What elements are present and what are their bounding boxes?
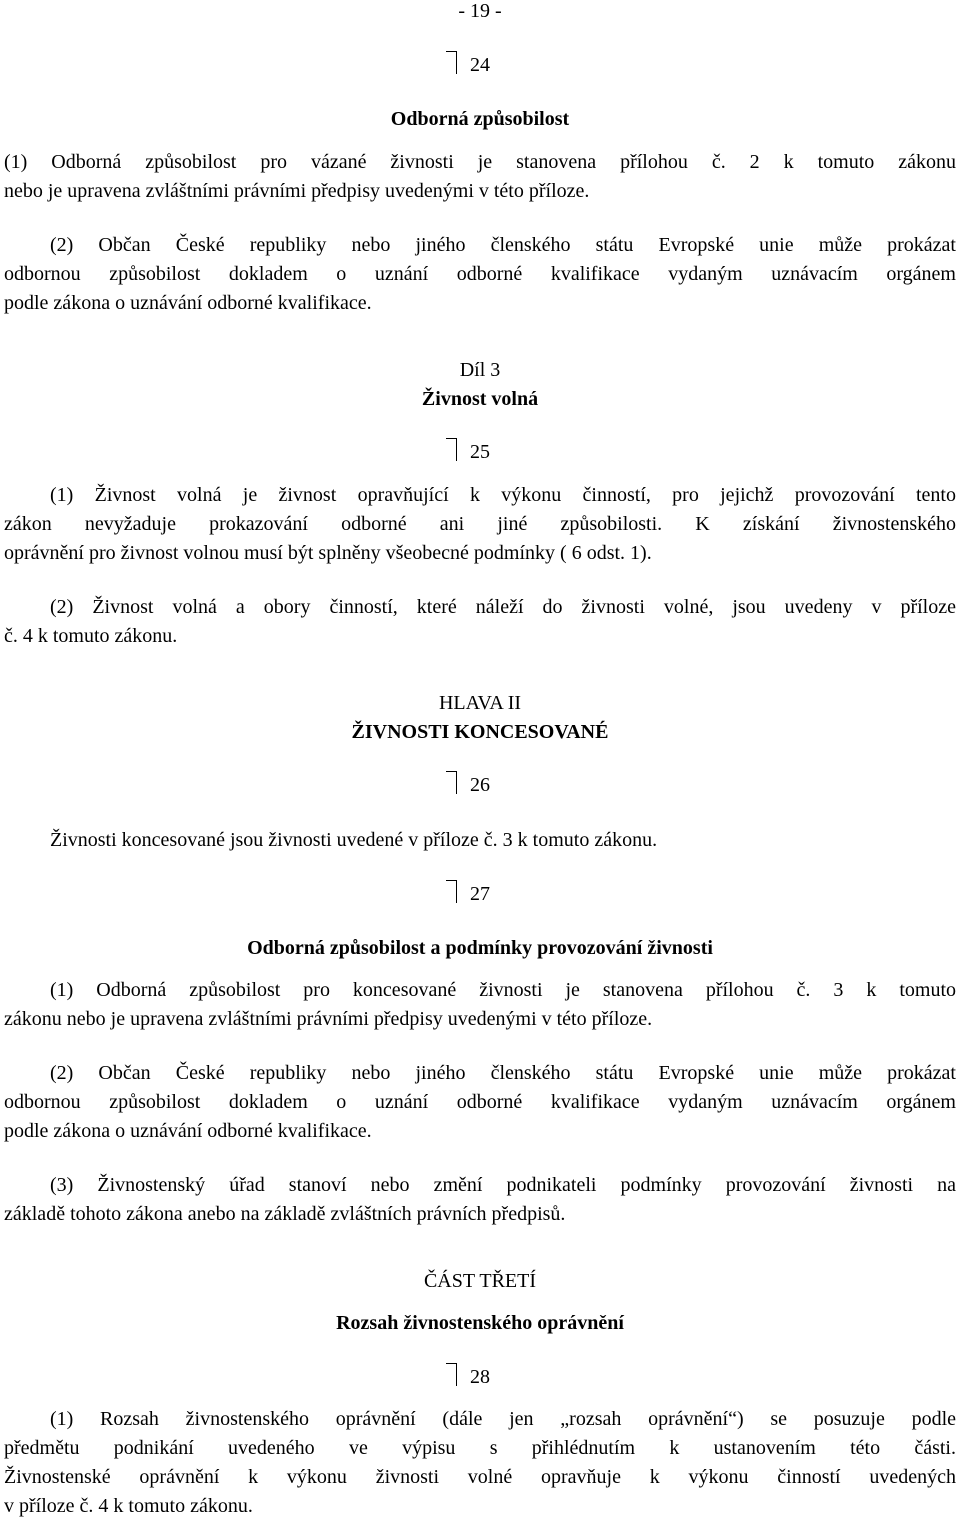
heading: Rozsah živnostenského oprávnění	[336, 1312, 624, 1334]
section-number	[0, 1364, 960, 1390]
heading: Živnost volná	[421, 388, 539, 410]
paragraph-line: (1) Živnost volná je živnost opravňující k výkonu činností, pro jejichž provozování tento	[50, 484, 956, 506]
paragraph-line: (1) Rozsah živnostenského oprávnění (dále jen „rozsah oprávnění“) se posuzuje podle	[50, 1408, 956, 1430]
section-number-text: 26	[470, 774, 490, 796]
section-number	[0, 772, 960, 798]
paragraph-line: v příloze č. 4 k tomuto zákonu.	[4, 1495, 253, 1517]
paragraph-line: č. 4 k tomuto zákonu.	[4, 625, 178, 647]
paragraph-line: odbornou způsobilost dokladem o uznání odborné kvalifikace vydaným uznávacím orgánem	[4, 1091, 956, 1113]
paragraph-line: základě tohoto zákona anebo na základě zvláštních právních předpisů.	[4, 1203, 566, 1225]
paragraph-line: zákonu nebo je upravena zvláštními právními předpisy uvedenými v této příloze.	[4, 1008, 653, 1030]
subheading: Díl 3	[459, 359, 501, 381]
heading: ŽIVNOSTI KONCESOVANÉ	[351, 721, 609, 743]
paragraph-line: podle zákona o uznávání odborné kvalifikace.	[4, 1120, 372, 1142]
paragraph-line: odbornou způsobilost dokladem o uznání odborné kvalifikace vydaným uznávacím orgánem	[4, 263, 956, 285]
paragraph-line: (2) Živnost volná a obory činností, které náleží do živnosti volné, jsou uvedeny v příloze	[50, 596, 956, 618]
paragraph-line: Živnosti koncesované jsou živnosti uvedené v příloze č. 3 k tomuto zákonu.	[50, 829, 658, 851]
section-number	[0, 881, 960, 907]
paragraph-line: (2) Občan České republiky nebo jiného členského státu Evropské unie může prokázat	[50, 1062, 956, 1084]
heading: Odborná způsobilost a podmínky provozování živnosti	[247, 937, 713, 959]
section-number-text: 24	[470, 54, 490, 76]
section-number-text: 25	[470, 441, 490, 463]
paragraph-line: Živnostenské oprávnění k výkonu živnosti volné opravňuje k výkonu činností uvedených	[4, 1466, 956, 1488]
section-number	[0, 52, 960, 78]
section-number-text: 28	[470, 1366, 490, 1388]
heading: Odborná způsobilost	[390, 108, 570, 130]
paragraph-line: předmětu podnikání uvedeného ve výpisu s přihlédnutím k ustanovením této části.	[4, 1437, 956, 1459]
paragraph-line: (1) Odborná způsobilost pro koncesované živnosti je stanovena přílohou č. 3 k tomuto	[50, 979, 956, 1001]
page-number: - 19 -	[458, 0, 502, 22]
paragraph-line: oprávnění pro živnost volnou musí být splněny všeobecné podmínky ( 6 odst. 1).	[4, 542, 652, 564]
section-number	[0, 439, 960, 465]
paragraph-line: (2) Občan České republiky nebo jiného členského státu Evropské unie může prokázat	[50, 234, 956, 256]
paragraph-line: nebo je upravena zvláštními právními předpisy uvedenými v této příloze.	[4, 180, 590, 202]
subheading: HLAVA II	[438, 692, 522, 714]
paragraph-line: podle zákona o uznávání odborné kvalifikace.	[4, 292, 372, 314]
paragraph-line: (1) Odborná způsobilost pro vázané živnosti je stanovena přílohou č. 2 k tomuto zákonu	[4, 151, 956, 173]
section-number-text: 27	[470, 883, 490, 905]
paragraph-line: zákon nevyžaduje prokazování odborné ani jiné způsobilosti. K získání živnostenského	[4, 513, 956, 535]
paragraph-line: (3) Živnostenský úřad stanoví nebo změní podnikateli podmínky provozování živnosti na	[50, 1174, 956, 1196]
subheading: ČÁST TŘETÍ	[423, 1270, 537, 1292]
